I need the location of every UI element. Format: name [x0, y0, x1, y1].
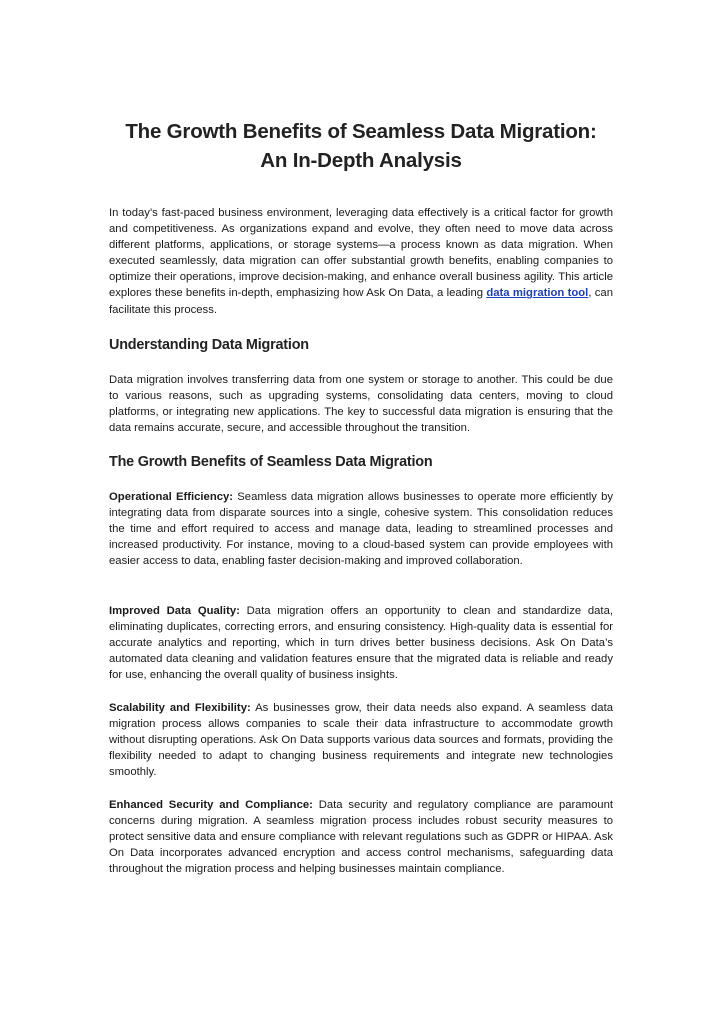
intro-text-end: , can facilitate this process. [109, 287, 613, 316]
page-title [89, 117, 633, 175]
benefit-paragraph-operational-efficiency [109, 489, 613, 569]
benefit-text: Data security and regulatory compliance are paramount concerns during migration. A seamless migration process includes robust security measures to protect sensitive data and ensure compliance with relevant regulations such as GDPR or HIPAA. Ask On Data incorporates advanced encryption and access control mechanisms, safeguarding data throughout the migration process and helping businesses maintain compliance. [109, 799, 613, 876]
benefit-paragraph-data-quality [109, 603, 613, 683]
benefit-text: Data migration offers an opportunity to clean and standardize data, eliminating duplicates, correcting errors, and ensuring consistency. High-quality data is essential for accurate analytics and reporting, which in turn drives better business decisions. Ask On Data’s automated data cleaning and validation features ensure that the migrated data is reliable and ready for use, enhancing the overall quality of business insights. [109, 605, 613, 682]
benefit-text: Seamless data migration allows businesses to operate more efficiently by integrating data from disparate sources into a single, cohesive system. This consolidation reduces the time and effort required to access and manage data, leading to streamlined processes and increased productivity. For instance, moving to a cloud-based system can provide employees with easier access to data, enabling faster decision-making and improved collaboration. [109, 491, 613, 568]
title-line-1: The Growth Benefits of Seamless Data Migration: [125, 120, 597, 143]
data-migration-tool-link[interactable]: data migration tool [486, 287, 589, 300]
section-heading-understanding: Understanding Data Migration [109, 337, 309, 353]
benefit-paragraph-security [109, 797, 613, 877]
benefit-label: Enhanced Security and Compliance: [109, 799, 313, 811]
intro-paragraph [109, 205, 613, 318]
benefit-label: Scalability and Flexibility: [109, 702, 251, 714]
section-heading-growth-benefits: The Growth Benefits of Seamless Data Migration [109, 454, 433, 470]
benefit-label: Improved Data Quality: [109, 605, 240, 617]
benefit-text: As businesses grow, their data needs also expand. A seamless data migration process allows companies to scale their data infrastructure to accommodate growth without disrupting operations. Ask On Data supports various data sources and formats, providing the flexibility needed to adapt to changing business requirements and integrate new technologies smoothly. [109, 702, 613, 779]
benefit-label: Operational Efficiency: [109, 491, 234, 503]
benefit-paragraph-scalability [109, 700, 613, 780]
intro-text: In today's fast-paced business environment, leveraging data effectively is a critical factor for growth and competitiveness. As organizations expand and evolve, they often need to move data across different platforms, applications, or storage systems—a process known as data migration. When executed seamlessly, data migration can offer substantial growth benefits, enabling companies to optimize their operations, improve decision-making, and enhance overall business agility. This article explores these benefits in-depth, emphasizing how Ask On Data, a leading [109, 207, 613, 300]
understanding-paragraph: Data migration involves transferring data from one system or storage to another. This could be due to various reasons, such as upgrading systems, consolidating data centers, moving to cloud platforms, or integrating new applications. The key to successful data migration is ensuring that the data remains accurate, secure, and accessible throughout the transition. [109, 374, 613, 435]
title-line-2: An In-Depth Analysis [260, 149, 462, 172]
